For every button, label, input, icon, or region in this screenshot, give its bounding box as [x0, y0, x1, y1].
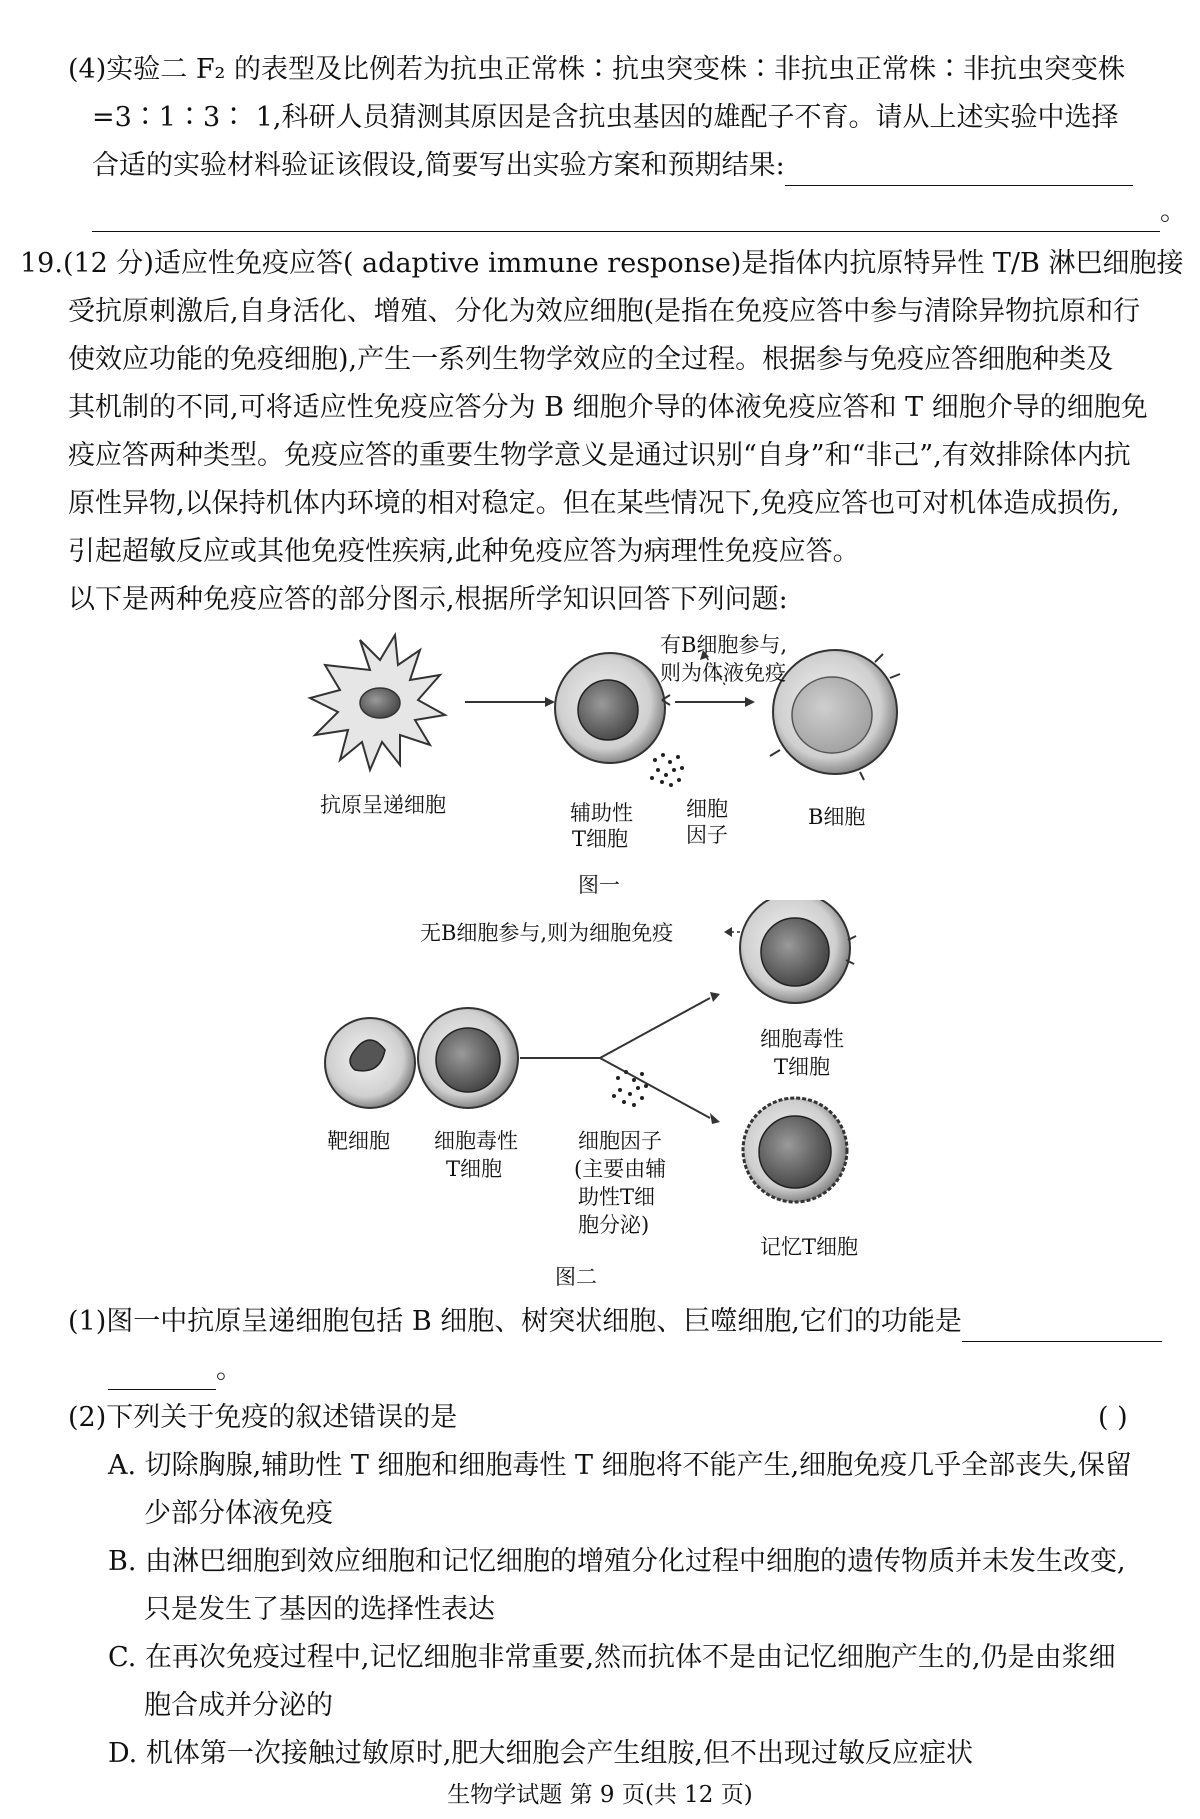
- cytokine-dots: [612, 1070, 648, 1107]
- fig2-ctl-label-2: T细胞: [446, 1157, 503, 1181]
- fig2-ctl2-label-2: T细胞: [774, 1055, 831, 1079]
- q4-line4: 。: [92, 192, 1187, 232]
- cytotoxic-t-cell-left: [418, 1008, 518, 1108]
- q19-line6: 原性异物,以保持机体内环境的相对稳定。但在某些情况下,免疫应答也可对机体造成损伤,: [68, 488, 1120, 519]
- q4-line3: 合适的实验材料验证该假设,简要写出实验方案和预期结果:: [92, 146, 1133, 186]
- fig2-ctl2-label-1: 细胞毒性: [760, 1027, 844, 1051]
- sub2-stem: (2)下列关于免疫的叙述错误的是: [68, 1402, 458, 1433]
- answer-blank[interactable]: [962, 1311, 1162, 1342]
- fig1-apc-label: 抗原呈递细胞: [320, 793, 446, 817]
- answer-blank[interactable]: [108, 1359, 216, 1390]
- fig1-caption: 图一: [578, 873, 620, 897]
- q19-line3: 使效应功能的免疫细胞),产生一系列生物学效应的全过程。根据参与免疫应答细胞种类及: [68, 344, 1114, 375]
- sub1-line2: 。: [108, 1350, 243, 1390]
- q19-line5: 疫应答两种类型。免疫应答的重要生物学意义是通过识别“自身”和“非己”,有效排除体内抗: [68, 440, 1131, 471]
- fig1-helper-label-1: 辅助性: [570, 801, 633, 825]
- fig2-cytokine-label-1: 细胞因子: [578, 1129, 662, 1153]
- sub1-line1: (1)图一中抗原呈递细胞包括 B 细胞、树突状细胞、巨噬细胞,它们的功能是: [68, 1302, 1162, 1342]
- helper-t-cell: [555, 653, 670, 763]
- cytotoxic-t-cell-effector: [740, 900, 856, 1003]
- option-b-line2: 只是发生了基因的选择性表达: [144, 1594, 495, 1625]
- answer-blank[interactable]: [92, 201, 1160, 232]
- fig2-cytokine-label-4: 胞分泌): [578, 1213, 650, 1237]
- arrowhead: [710, 992, 720, 1002]
- antigen-presenting-cell: [310, 635, 445, 770]
- fig1-helper-label-2: T细胞: [572, 827, 629, 851]
- answer-blank[interactable]: [785, 155, 1133, 186]
- memory-t-cell: [743, 1098, 847, 1202]
- fig2-note: 无B细胞参与,则为细胞免疫: [420, 921, 674, 945]
- option-c-line1: C. 在再次免疫过程中,记忆细胞非常重要,然而抗体不是由记忆细胞产生的,仍是由浆细: [108, 1642, 1116, 1673]
- b-cell: [770, 650, 900, 780]
- q4-line1: (4)实验二 F₂ 的表型及比例若为抗虫正常株∶抗虫突变株∶非抗虫正常株∶非抗虫突变株: [68, 54, 1125, 85]
- fig1-note-line1: 有B细胞参与,: [660, 633, 788, 657]
- q4-line2: =3∶1∶3∶ 1,科研人员猜测其原因是含抗虫基因的雄配子不育。请从上述实验中选择: [92, 102, 1119, 133]
- cytokine-dots: [650, 753, 684, 787]
- page-footer: 生物学试题 第 9 页(共 12 页): [447, 1782, 753, 1808]
- q19-line4: 其机制的不同,可将适应性免疫应答分为 B 细胞介导的体液免疫应答和 T 细胞介导的细胞免: [68, 392, 1148, 423]
- fig2-ctl-label-1: 细胞毒性: [434, 1129, 518, 1153]
- fig1-bcell-label: B细胞: [808, 805, 866, 829]
- fig2-caption: 图二: [555, 1265, 597, 1289]
- arrowhead: [724, 927, 732, 937]
- fig1-cytokine-label-1: 细胞: [686, 797, 728, 821]
- option-b-line1: B. 由淋巴细胞到效应细胞和记忆细胞的增殖分化过程中细胞的遗传物质并未发生改变,: [108, 1546, 1126, 1577]
- fig2-target-label: 靶细胞: [327, 1129, 390, 1153]
- option-d-line1: D. 机体第一次接触过敏原时,肥大细胞会产生组胺,但不出现过敏反应症状: [108, 1738, 974, 1769]
- q19-line8: 以下是两种免疫应答的部分图示,根据所学知识回答下列问题:: [68, 584, 788, 615]
- arrow-to-memory: [600, 1058, 710, 1118]
- fig1-cytokine-label-2: 因子: [686, 823, 728, 847]
- fig1-note-line2: 则为体液免疫: [660, 661, 786, 685]
- option-a-line1: A. 切除胸腺,辅助性 T 细胞和细胞毒性 T 细胞将不能产生,细胞免疫几乎全部丧失,保留: [108, 1450, 1132, 1481]
- fig2-cytokine-label-3: 助性T细: [578, 1185, 656, 1209]
- option-a-line2: 少部分体液免疫: [144, 1498, 333, 1529]
- arrowhead: [745, 697, 755, 707]
- q19-line2: 受抗原刺激后,自身活化、增殖、分化为效应细胞(是指在免疫应答中参与清除异物抗原和行: [68, 296, 1141, 327]
- arrowhead: [710, 1113, 720, 1124]
- answer-paren[interactable]: ( ): [1098, 1402, 1128, 1433]
- q19-line7: 引起超敏反应或其他免疫性疾病,此种免疫应答为病理性免疫应答。: [68, 536, 860, 567]
- arrow-to-effector: [600, 998, 710, 1058]
- target-cell: [325, 1018, 415, 1108]
- fig2-memory-label: 记忆T细胞: [760, 1235, 859, 1259]
- option-c-line2: 胞合成并分泌的: [144, 1690, 333, 1721]
- q19-line1: 19.(12 分)适应性免疫应答( adaptive immune response)是指体内抗原特异性 T/B 淋巴细胞接: [20, 248, 1184, 279]
- fig2-cytokine-label-2: (主要由辅: [574, 1157, 667, 1181]
- arrowhead: [545, 697, 555, 707]
